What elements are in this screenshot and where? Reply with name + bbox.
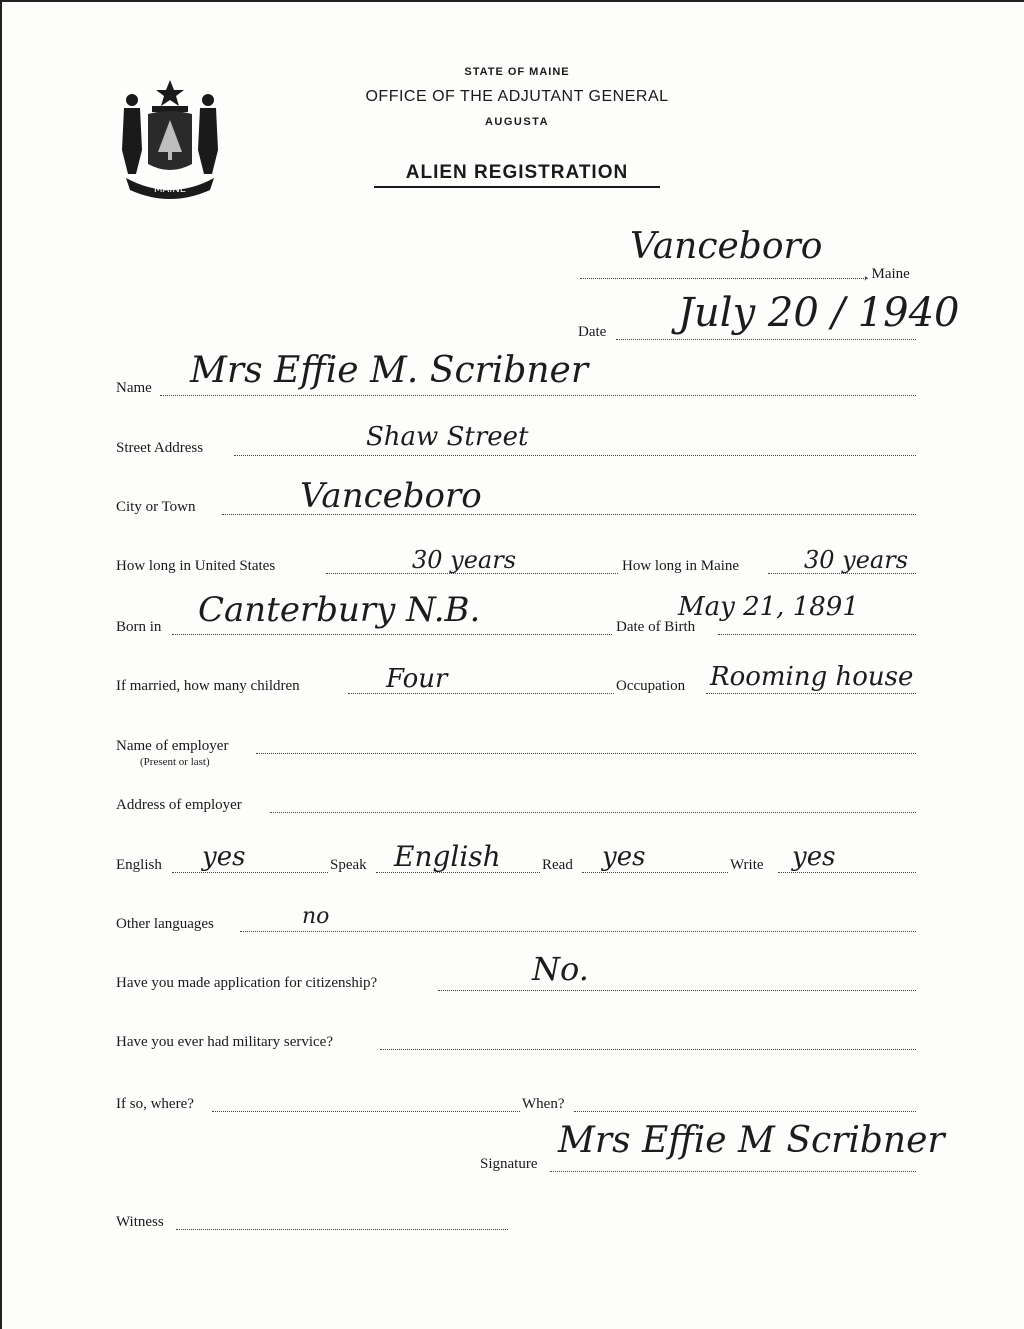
office-heading: OFFICE OF THE ADJUTANT GENERAL <box>365 88 669 105</box>
children-label: If married, how many children <box>116 678 300 694</box>
speak-value: English <box>394 840 501 873</box>
city-heading: AUGUSTA <box>484 116 550 128</box>
page-title: ALIEN REGISTRATION <box>374 162 660 188</box>
read-value: yes <box>602 842 646 872</box>
write-value: yes <box>792 842 836 872</box>
citizenship-label: Have you made application for citizenship? <box>116 975 378 991</box>
military-label: Have you ever had military service? <box>116 1034 333 1050</box>
street-label: Street Address <box>116 440 204 456</box>
employer-address-label: Address of employer <box>116 797 242 813</box>
signature-label: Signature <box>480 1156 538 1172</box>
state-of-maine-seal-icon <box>118 78 222 202</box>
born-value: Canterbury N.B. <box>198 590 481 630</box>
us-value: 30 years <box>412 546 517 574</box>
city-value: Vanceboro <box>300 476 482 516</box>
name-label: Name <box>116 380 152 396</box>
dob-label: Date of Birth <box>616 619 696 635</box>
maine-suffix: , Maine <box>864 266 910 282</box>
employer-label: Name of employer <box>116 738 229 754</box>
witness-label: Witness <box>116 1214 164 1230</box>
maine-value: 30 years <box>804 546 909 574</box>
born-label: Born in <box>116 619 162 635</box>
signature-value: Mrs Effie M Scribner <box>558 1120 945 1161</box>
us-label: How long in United States <box>116 558 276 574</box>
dob-value: May 21, 1891 <box>678 592 859 622</box>
speak-label: Speak <box>330 857 367 873</box>
name-value: Mrs Effie M. Scribner <box>190 350 589 391</box>
other-languages-label: Other languages <box>116 916 214 932</box>
english-value: yes <box>202 842 246 872</box>
when-label: When? <box>522 1096 565 1112</box>
citizenship-value: No. <box>532 950 589 988</box>
where-label: If so, where? <box>116 1096 194 1112</box>
other-languages-value: no <box>302 904 330 929</box>
occupation-label: Occupation <box>616 678 686 694</box>
state-heading: STATE OF MAINE <box>464 66 570 78</box>
maine-label: How long in Maine <box>622 558 740 574</box>
write-label: Write <box>730 857 764 873</box>
seal-banner-text: MAINE <box>153 184 187 195</box>
employer-sublabel: (Present or last) <box>140 756 210 768</box>
date-value: July 20 / 1940 <box>678 290 960 336</box>
read-label: Read <box>542 857 573 873</box>
city-label: City or Town <box>116 499 196 515</box>
date-label: Date <box>578 324 607 340</box>
town-value: Vanceboro <box>630 226 823 267</box>
occupation-value: Rooming house <box>710 662 914 692</box>
children-value: Four <box>386 664 448 694</box>
street-value: Shaw Street <box>366 422 529 452</box>
english-label: English <box>116 857 162 873</box>
